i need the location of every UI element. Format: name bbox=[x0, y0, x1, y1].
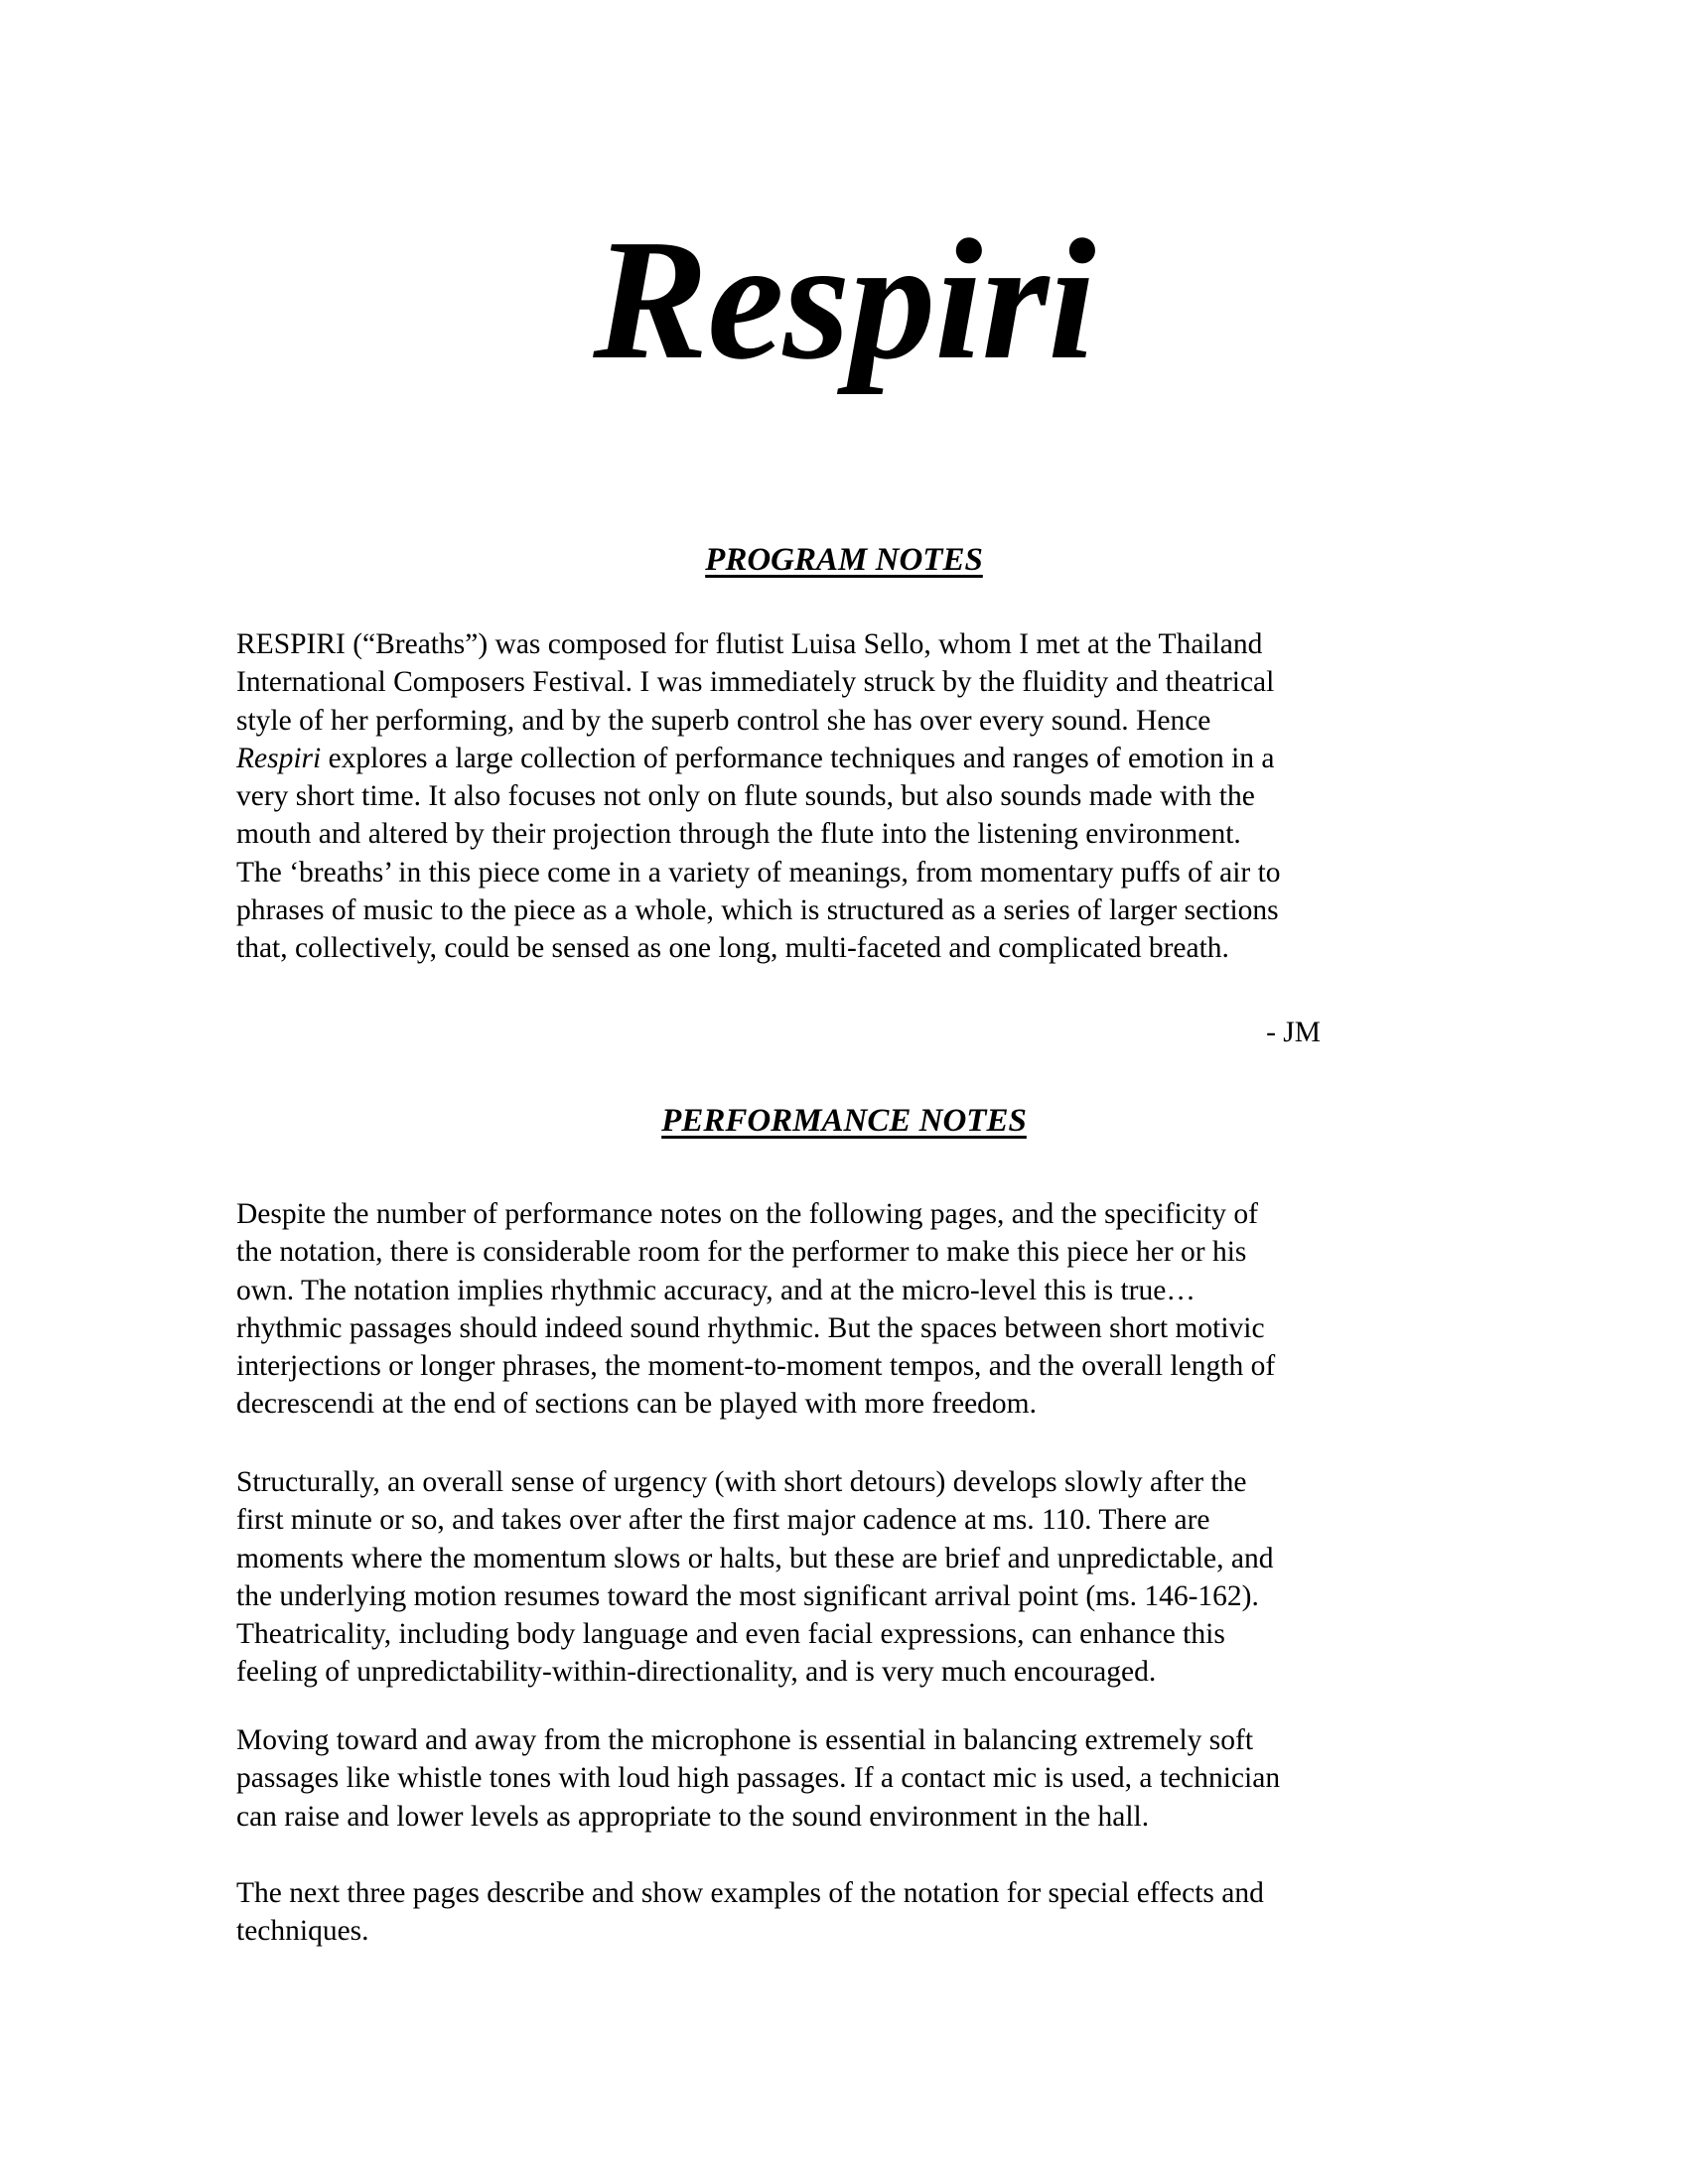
text-run: that, collectively, could be sensed as one long, multi-faceted and complicated breath. bbox=[236, 932, 1229, 965]
author-signature: - JM bbox=[1266, 1017, 1321, 1048]
text-line: feeling of unpredictability-within-directionality, and is very much encouraged. bbox=[236, 1656, 1157, 1689]
text-line bbox=[236, 663, 1468, 701]
text-line: interjections or longer phrases, the moment-to-moment tempos, and the overall length of bbox=[236, 1350, 1276, 1383]
performance-notes-paragraph-4 bbox=[236, 1874, 1468, 1951]
text-line: Moving toward and away from the microphone is essential in balancing extremely soft bbox=[236, 1724, 1254, 1756]
text-line: the underlying motion resumes toward the most significant arrival point (ms. 146-162). bbox=[236, 1579, 1259, 1612]
text-line bbox=[236, 625, 1468, 663]
italic-title-reference: Respiri bbox=[236, 742, 322, 774]
text-run: International Composers Festival. I was immediately struck by the fluidity and theatrical bbox=[236, 666, 1275, 699]
text-line: Despite the number of performance notes on the following pages, and the specificity of bbox=[236, 1198, 1258, 1230]
text-line bbox=[236, 815, 1468, 853]
text-line: first minute or so, and takes over after the first major cadence at ms. 110. There are bbox=[236, 1504, 1210, 1537]
text-run: mouth and altered by their projection through the flute into the listening environment. bbox=[236, 818, 1241, 851]
program-notes-paragraph bbox=[236, 625, 1468, 968]
text-line: Structurally, an overall sense of urgency (with short detours) develops slowly after the bbox=[236, 1466, 1247, 1498]
text-run: RESPIRI (“Breaths”) was composed for flutist Luisa Sello, whom I met at the Thailand bbox=[236, 628, 1263, 660]
performance-notes-paragraph-1 bbox=[236, 1195, 1468, 1424]
text-line: moments where the momentum slows or halts, but these are brief and unpredictable, and bbox=[236, 1542, 1274, 1574]
text-run: phrases of music to the piece as a whole, which is structured as a series of larger sections bbox=[236, 894, 1279, 927]
text-line bbox=[236, 929, 1468, 967]
text-line bbox=[236, 891, 1468, 929]
text-line bbox=[236, 740, 1468, 777]
text-line: own. The notation implies rhythmic accuracy, and at the micro-level this is true… bbox=[236, 1274, 1196, 1306]
performance-notes-paragraph-2 bbox=[236, 1463, 1468, 1692]
document-title: Respiri bbox=[593, 204, 1095, 395]
text-line: decrescendi at the end of sections can be played with more freedom. bbox=[236, 1388, 1038, 1421]
text-line: the notation, there is considerable room for the performer to make this piece her or his bbox=[236, 1236, 1247, 1269]
text-run: very short time. It also focuses not only on flute sounds, but also sounds made with the bbox=[236, 780, 1255, 813]
text-run: explores a large collection of performance techniques and ranges of emotion in a bbox=[321, 742, 1275, 774]
text-line bbox=[236, 854, 1468, 891]
text-line: The next three pages describe and show examples of the notation for special effects and bbox=[236, 1877, 1264, 1909]
text-line: techniques. bbox=[236, 1915, 369, 1948]
text-run: style of her performing, and by the superb control she has over every sound. Hence bbox=[236, 704, 1211, 737]
program-notes-heading-text: PROGRAM NOTES bbox=[705, 542, 983, 578]
text-line: passages like whistle tones with loud high passages. If a contact mic is used, a technician bbox=[236, 1762, 1281, 1795]
performance-notes-heading bbox=[0, 1105, 1688, 1138]
text-line bbox=[236, 702, 1468, 740]
text-line: can raise and lower levels as appropriate to the sound environment in the hall. bbox=[236, 1800, 1150, 1833]
text-line: rhythmic passages should indeed sound rhythmic. But the spaces between short motivic bbox=[236, 1311, 1265, 1344]
text-line: Theatricality, including body language and even facial expressions, can enhance this bbox=[236, 1618, 1225, 1651]
performance-notes-heading-text: PERFORMANCE NOTES bbox=[661, 1103, 1027, 1139]
text-line bbox=[236, 777, 1468, 815]
program-notes-heading bbox=[0, 544, 1688, 577]
performance-notes-paragraph-3 bbox=[236, 1721, 1468, 1836]
text-run: The ‘breaths’ in this piece come in a variety of meanings, from momentary puffs of air to bbox=[236, 856, 1281, 888]
